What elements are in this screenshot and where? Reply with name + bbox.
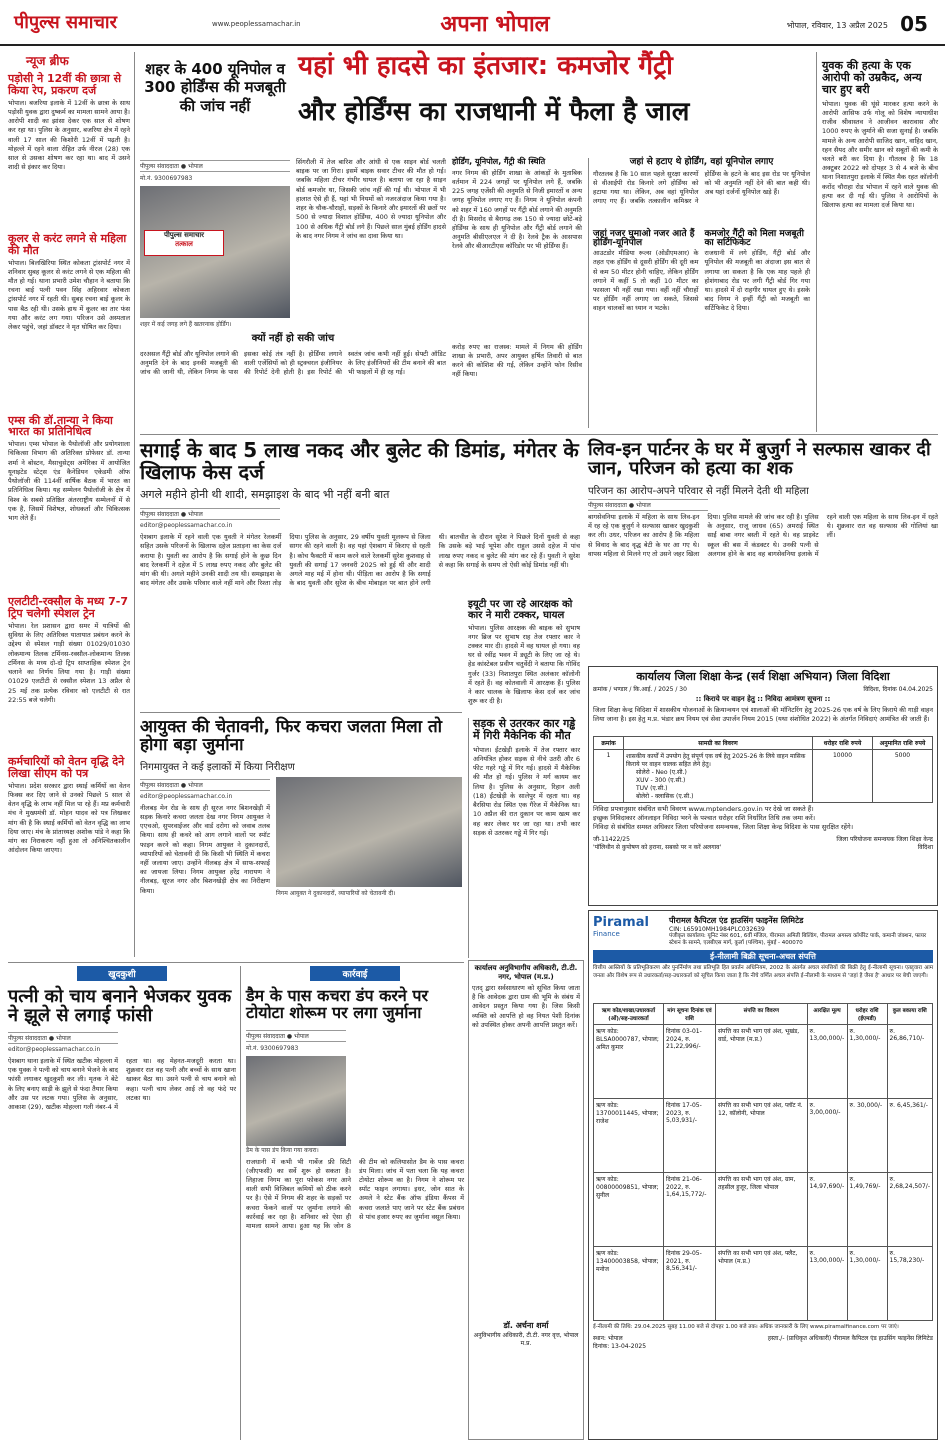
tender-item: सोलेरो - Neo (ए.सी.) [636, 768, 687, 776]
table-row [594, 1025, 933, 1099]
dam-tag: कार्रवाई [310, 966, 400, 981]
tender-col-sn: क्रमांक [594, 736, 624, 749]
column-rule [240, 966, 241, 1440]
sagai-email: editor@peoplessamachar.co.in [140, 522, 233, 530]
news-brief-label: न्यूज ब्रीफ [26, 54, 69, 68]
paper-logo [14, 10, 204, 36]
lead-headline-2: और होर्डिंग्स का राजधानी में फैला है जाल [298, 97, 690, 127]
lead-byline: पीपुल्स संवाददाता ● भोपाल [140, 160, 290, 172]
gauri-subhead-2: जहां नजर घुमाओ नजर आते हैं होर्डिंग-यूनिपोल [593, 228, 695, 249]
paper-name: पीपुल्स समाचार [14, 12, 117, 33]
tender-note: निविदा से संबंधित समस्त अधिकार जिला परियोजना समन्वयक, जिला शिक्षा केन्द्र विदिशा के पास सुरक्षित रहेंगे। [593, 823, 854, 832]
brief-item [8, 415, 130, 591]
piramal-cell: संपत्ति का सभी भाग एवं अंश, ग्राम, तहसील हुजूर, जिला भोपाल [716, 1173, 808, 1247]
piramal-cell: रु. 14,97,690/- [807, 1173, 847, 1247]
sagai-deck: अगले महीने होनी थी शादी, समझाइश के बाद भी नहीं बनी बात [140, 488, 390, 502]
brief-body: भोपाल। एम्स भोपाल के पैथोलॉजी और प्रयोगशाला चिकित्सा विभाग की अतिरिक्त प्रोफेसर डॉ. तान्या शर्मा ने बोस्टन, मैसाचुसेट्स अमेरिका में आयोजित यूनाइटेड स्टेट्स एंड कैनेडियन एकेडमी ऑफ पैथोलॉजी की 114वीं वार्षिक बैठक में भारत का प्रतिनिधित्व किया। यह सम्मेलन पैथोलॉजी के क्षेत्र में विश्व के सबसे प्रतिष्ठित अंतरराष्ट्रीय सम्मेलनों में से एक है, जिसमें विशेषज्ञ, शोधकर्ता और चिकित्सक भाग लेते हैं। [8, 440, 130, 522]
column-rule [816, 52, 817, 432]
dam-story [246, 966, 464, 1440]
suicide-headline: पत्नी को चाय बनाने भेजकर युवक ने झूले से लगाई फांसी [8, 986, 232, 1027]
murder-story [822, 60, 938, 430]
piramal-cell: दिनांक 29-05-2021, रु. 8,56,341/- [664, 1247, 716, 1321]
livein-story [588, 440, 938, 660]
brief-item [8, 756, 130, 912]
brief-headline: कर्मचारियों को वेतन वृद्धि देने लिखा सीएम को पत्र [8, 755, 125, 780]
brief-headline: पड़ोसी ने 12वीं की छात्रा से किया रेप, प्रकरण दर्ज [8, 72, 122, 97]
notice2-head: कार्यालय अनुविभागीय अधिकारी, टी.टी. नगर, भोपाल (म.प्र.) [474, 964, 578, 981]
brief-body: भोपाल। बिलखिरिया स्थित कोकता ट्रांसपोर्ट नगर में शनिवार सुबह कूलर से करंट लगने से एक महिला की मौत हो गई। थाना प्रभारी उमेश चौहान ने बताया कि रचना बाई पत्नी पवन सिंह अहिरवार कोकता ट्रांसपोर्ट नगर में रहती थी। सुबह रचना बाई कूलर के पास बैठ रही थी। उसके हाथ में कूलर का तार फंस गया और करंट लग गया। परिजन उसे अस्पताल लेकर पहुंचे, जहां डॉक्टर ने मृत घोषित कर दिया। [8, 258, 130, 332]
sadak-headline: सड़क से उतरकर कार गड्ढे में गिरी मैकेनिक की मौत [473, 717, 576, 742]
piramal-title: ई-नीलामी बिक्री सूचना-अचल संपत्ति [593, 950, 933, 963]
brief-body: भोपाल। रेल प्रशासन द्वारा समर में यात्रियों की सुविधा के लिए अतिरिक्त यातायात प्रबंधन करने के उद्देश्य से स्पेशल गाड़ी संख्या 01029/01030 लोकमान्य तिलक टर्मिनस-रक्सौल-लोकमान्य तिलक टर्मिनस के मध्य दो-दो ट्रिप साप्ताहिक स्पेशल ट्रेन चलाने का निर्णय लिया गया है। गाड़ी संख्या 01029 एलटीटी से रक्सौल स्पेशल 13 अप्रैल से 25 मई तक प्रत्येक रविवार को एलटीटी से रात 22:55 बजे चलेगी। [8, 622, 130, 704]
piramal-brand-sub: Finance [593, 930, 620, 938]
piramal-intro: वित्तीय आस्तियों के प्रतिभूतिकरण और पुनर्निर्माण तथा प्रतिभूति हित प्रवर्तन अधिनियम, 2002 के अंतर्गत अचल संपत्तियों की बिक्री हेतु ई-नीलामी सूचना। एतद्द्वारा आम जनता और विशेष रूप से उधारकर्ता/सह-उधारकर्ता को सूचित किया जाता है कि नीचे वर्णित अचल संपत्ति ई-नीलामी के माध्यम से 'जहां है जैसा है' आधार पर बेची जाएगी। [593, 965, 933, 980]
tender-table [593, 736, 933, 803]
table-row [594, 749, 933, 802]
piramal-cell: रु. 6,45,361/- [887, 1099, 932, 1173]
piramal-cell: रु. 13,00,000/- [807, 1025, 847, 1099]
piramal-cell: रु. 1,49,769/- [847, 1173, 887, 1247]
notice2-signer: डॉ. अर्चना शर्मा [503, 1321, 549, 1330]
piramal-brand: Piramal [593, 915, 649, 930]
tender-item: TUV (ए.सी.) [636, 784, 668, 792]
lead-col3-note: करोड़ रुपए का राजस्व: मामले में निगम की होर्डिंग शाखा के प्रभारी, अपर आयुक्त हर्षित तिवारी से बात करने की कोशिश की गई, लेकिन उन्होंने फोन रिसीव नहीं किया। [452, 342, 582, 379]
piramal-logo [593, 915, 663, 947]
lead-col3 [452, 158, 582, 428]
lead-subhead: क्यों नहीं हो सकी जांच [251, 333, 335, 344]
brief-item [8, 596, 130, 750]
brief-headline: एलटीटी-रक्सौल के मध्य 7-7 ट्रिप चलेगी स्पेशल ट्रेन [8, 595, 128, 621]
website: www.peoplessamachar.in [212, 20, 301, 28]
piramal-cell: रु. 26,86,710/- [887, 1025, 932, 1099]
tender-deposit: 10000 [813, 749, 873, 802]
gauri-headline: जहां से हटाए थे होर्डिंग, वहां यूनिपोल लगाए [629, 157, 774, 167]
livein-deck: परिजन का आरोप-अपने परिवार से नहीं मिलने देती थी महिला [588, 485, 809, 497]
notice2-body: एतद् द्वारा सर्वसाधारण को सूचित किया जाता है कि आवेदक द्वारा ग्राम की भूमि के संबंध में आवेदन प्रस्तुत किया गया है। जिस किसी व्यक्ति को आपत्ति हो वह नियत पेशी दिनांक को उपस्थित होकर अपनी आपत्ति प्रस्तुत करें। [472, 984, 580, 1029]
gauri-body-2: आउटडोर मीडिया रूल्स (ओडीएमआर) के तहत एक होर्डिंग से दूसरी होर्डिंग की दूरी कम से कम 50 मीटर होनी चाहिए, लेकिन होर्डिंग लगाने में कहीं 5 तो कहीं 10 मीटर का फासला भी नहीं रखा गया। वहीं नहीं चौराहों पर होर्डिंग नहीं लगाए जा सकते, जिससे वाहन चालकों का ध्यान न भटके। [593, 249, 699, 313]
ayukt-byline: पीपुल्स संवाददाता ● भोपाल [140, 779, 270, 791]
ayukt-photo [276, 777, 462, 887]
column-rule [134, 52, 135, 957]
brief-headline: एम्स की डॉ.तान्या ने किया भारत का प्रतिनिधित्व [8, 413, 113, 439]
table-row [594, 1173, 933, 1247]
sagai-headline: सगाई के बाद 5 लाख नकद और बुलेट की डिमांड, मंगेतर के खिलाफ केस दर्ज [140, 438, 579, 484]
suicide-byline: पीपुल्स संवाददाता ● भोपाल [8, 1032, 118, 1044]
lead-body-2: दरअसल गैंट्री बोर्ड और यूनिपोल लगाने की अनुमति देने के बाद इनकी मजबूती की जांच की जानी थी, लेकिन निगम के पास इसका कोई तंत्र नहीं है। होर्डिंग्स लगाने वाली एजेंसियों को ही स्ट्रक्चरल इंजीनियर की रिपोर्ट देनी होती है। इस रिपोर्ट की स्वतंत्र जांच कभी नहीं हुई। सेफ्टी ऑडिट के लिए इंजीनियरों की टीम बनाने की बात भी फाइलों में ही रह गई। [140, 350, 446, 377]
section-rule [140, 434, 938, 435]
masthead [0, 0, 945, 46]
gauri-subhead-3: कमजोर गैंट्री को मिला मजबूती का सर्टिफिकेट [704, 228, 805, 249]
tender-footer-code: जी-11422/25 [593, 835, 630, 843]
accident-story [462, 440, 582, 590]
tender-note: निविदा प्रपत्रानुसार संबंधित सभी विवरण www.mptenders.gov.in पर देखे जा सकते हैं। [593, 804, 814, 813]
ayukt-headline: आयुक्त की चेतावनी, फिर कचरा जलता मिला तो होगा बड़ा जुर्माना [140, 717, 443, 756]
notice2-signer-role: अनुविभागीय अधिकारी, टी.टी. नगर वृत्त, भोपाल म.प्र. [473, 1332, 579, 1347]
piramal-cell: ऋण कोड: BLSA0000787, भोपाल; अमित कुमार [594, 1025, 664, 1099]
piramal-col: संपत्ति का विवरण [716, 1004, 808, 1025]
tender-date: विदिशा, दिनांक 04.04.2025 [863, 685, 933, 693]
livein-headline: लिव-इन पार्टनर के घर में बुजुर्ग ने सल्फास खाकर दी जान, परिजन को हत्या का शक [588, 439, 931, 480]
table-row [594, 1247, 933, 1321]
tender-notice [588, 666, 938, 906]
tender-desc-cell [624, 749, 813, 802]
suicide-tag: खुदकुशी [77, 966, 167, 981]
sagai-byline: पीपुल्स संवाददाता ● भोपाल [140, 508, 280, 520]
tender-footer-note: 'पॉलिथीन से कुपोषण को हराना, सबको पर न करें अलगाव' [593, 843, 722, 851]
lead-kicker: शहर के 400 यूनिपोल व 300 होर्डिंग्स की मजबूती की जांच नहीं [144, 60, 286, 115]
dam-mobile: मो.नं. 9300697983 [246, 1044, 299, 1052]
murder-headline: युवक की हत्या के एक आरोपी को उम्रकैद, अन्य चार हुए बरी [822, 59, 922, 96]
piramal-place: स्थान: भोपाल [593, 1335, 623, 1343]
suicide-email: editor@peoplessamachar.co.in [8, 1045, 101, 1053]
suicide-body: ऐशबाग थाना इलाके में स्थित खटीक मोहल्ला में एक युवक ने पत्नी को चाय बनाने भेजने के बाद फांसी लगाकर खुदकुशी कर ली। मृतक ने बेटे के लिए बनाए साड़ी के झूले से फंदा तैयार किया और उस पर लटक गया। पुलिस के अनुसार, आकाश (29), खटीक मोहल्ला गली नंबर-4 में रहता था। वह मेहनत-मजदूरी करता था। शुक्रवार रात वह पत्नी और बच्चों के साथ खाना खाकर बैठा था। उसने पत्नी से चाय बनाने को कहा। पत्नी चाय लेकर आई तो वह फंदे पर लटका था। [8, 1056, 236, 1111]
constable-body: भोपाल। पुलिस आरक्षक की बाइक को सुभाष नगर ब्रिज पर सुभाष राह तेज रफ्तार कार ने टक्कर मार दी। हादसे में वह घायल हो गया। वह घर से रवींद्र भवन में ड्यूटी के लिए जा रहे थे। हेड कांस्टेबल प्रवीण चतुर्वेदी ने बताया कि गोविंद गुर्जर (33) निशातपुरा स्थित अलंकार कॉलोनी में रहते हैं। वह कोतवाली में आरक्षक हैं। पुलिस ने कार चालक के खिलाफ केस दर्ज कर जांच शुरू कर दी है। [468, 623, 580, 706]
page-number: 05 [900, 12, 928, 36]
constable-headline: इयूटी पर जा रहे आरक्षक को कार ने मारी टक्कर, घायल [468, 599, 573, 621]
dam-body-head [352, 1028, 464, 1148]
piramal-col: आरक्षित मूल्य [807, 1004, 847, 1025]
piramal-cell: ऋण कोड: 13700011445, भोपाल; राजेश [594, 1099, 664, 1173]
ayukt-body: नीलबड़ मेन रोड के साथ ही सूरज नगर बिशनखेड़ी में सड़क किनारे कचरा जलता देख नगर निगम आयुक्त ने एएचओ, सुपरवाईजर और वार्ड दरोगा को जवाब तलब किया। साथ ही कचरे को आग लगाने वालों पर स्पॉट फाइन करने को कहा। निगम आयुक्त ने दुकानदारों, व्यापारियों को चेतावनी दी कि किसी भी स्थिति में कचरा नहीं जलाया जाए। उन्होंने नीलबड़ क्षेत्र में साफ-सफाई का जायजा लिया। निगम आयुक्त हरेंद्र नारायण ने नीलबड़, सूरज नगर और बिशनखेड़ी क्षेत्र का निरीक्षण किया। [140, 803, 270, 895]
brief-item [8, 73, 130, 227]
piramal-cell: दिनांक 03-01-2024, रु. 21,22,996/- [664, 1025, 716, 1099]
photo-stamp-tag: तत्काल [175, 240, 193, 248]
lead-headline-1: यहां भी हादसे का इंतजार: कमजोर गैंट्री [298, 51, 673, 81]
section-title: अपना भोपाल [440, 12, 550, 37]
section-rule [140, 712, 462, 713]
suicide-story [8, 966, 236, 1440]
tender-item: XUV - 300 (ए.सी.) [636, 776, 686, 784]
piramal-cell: रु. 1,30,000/- [847, 1247, 887, 1321]
brief-headline: कूलर से करंट लगने से महिला की मौत [8, 231, 127, 257]
piramal-company: पीरामल कैपिटल एंड हाउसिंग फाइनेंस लिमिटेड [669, 916, 804, 925]
piramal-cell: रु. 15,78,230/- [887, 1247, 932, 1321]
gauri-body: गौरतलब है कि 10 साल पहले सुरक्षा कारणों से वीआईपी रोड किनारे लगे होर्डिंग्स को हटाया गया था। लेकिन, अब वहां यूनिपोल लगाए गए हैं। जबकि तत्कालीन कमिश्नर ने होर्डिंग्स के हटने के बाद इस रोड पर यूनिपोल को भी अनुमति नहीं देने की बात कही थी। अब यहां दर्जनों यूनिपोल खड़े हैं। [593, 169, 810, 206]
dam-byline: पीपुल्स संवाददाता ● भोपाल [246, 1030, 346, 1042]
lead-byline-block [140, 158, 290, 184]
news-brief-column [8, 52, 130, 957]
lead-photo-caption: शहर में कई जगह लगे हैं खतरनाक होर्डिंग। [140, 321, 232, 328]
piramal-col: कुल बकाया राशि [887, 1004, 932, 1025]
piramal-cell: रु. 3,00,000/- [807, 1099, 847, 1173]
lead-col3-body: नगर निगम की होर्डिंग शाखा के आंकड़ों के मुताबिक वर्तमान में 224 जगहों पर यूनिपोल लगे हैं, जबकि 225 जगह एजेंसी की अनुमति से निजी इमारतों व अन्य जगह यूनिपोल लगाए गए हैं। निगम ने यूनिपोल कंपनी को शहर में 160 जगहों पर गैंट्री बोर्ड लगाने की अनुमति दी है। मिसरोद से बैरागढ़ तक 150 से ज्यादा छोटे-बड़े होर्डिंग्स के साथ ही यूनिपोल और गैंट्री बोर्ड लगाने की अनुमति बीसीएलएल ने दी है। रेलवे ट्रैक के आसपास रेलवे और बीआरटीएस कॉरिडोर पर भी होर्डिंग्स हैं। [452, 168, 582, 251]
legal-notice-block [468, 910, 584, 958]
livein-body: बागसेवनिया इलाके में महिला के साथ लिव-इन में रह रहे एक बुजुर्ग ने सल्फास खाकर खुदकुशी कर ली। उधर, परिजन का आरोप है कि महिला से विवाद के बाद वृद्ध बेटी के घर आ गए थे। वापस महिला से मिलने गए तो उसने जहर खिला दिया। पुलिस मामले की जांच कर रही है। पुलिस के अनुसार, राजू जाधव (65) अमराई स्थित साईं बाबा नगर बस्ती में रहते थे। वह प्राइवेट स्कूल की बस में कंडक्टर थे। उनकी पत्नी से अलगाव होने के बाद वह बागसेवनिया इलाके में रहने वाली एक महिला के साथ लिव-इन में रहते थे। शुक्रवार रात वह सल्फास की गोलियां खा लीं। [588, 512, 938, 558]
constable-story [468, 600, 580, 710]
tender-desc: शासकीय कार्यों में उपयोग हेतु संपूर्ण एक वर्ष हेतु 2025-26 के लिये वाहन मासिक किराये पर वाहन चालक सहित लेने हेतु। [626, 752, 806, 768]
brief-body: भोपाल। प्रदेश सरकार द्वारा स्थाई कर्मियों का वेतन फिक्स कर दिए जाने से उनको पिछले 5 साल से वेतन वृद्धि के लाभ नहीं मिल पा रहे हैं। मप्र कर्मचारी मंच ने मुख्यमंत्री डॉ. मोहन यादव को पत्र लिखकर मांग की है कि स्थाई कर्मियों को वेतन वृद्धि का लाभ दिया जाए। मंच के प्रांताध्यक्ष अशोक पांडे ने कहा कि मांग का निराकरण नहीं हुआ तो अनिश्चितकालीन आंदोलन किया जाएगा। [8, 781, 130, 855]
ayukt-photo-caption: निगम आयुक्त ने दुकानदारों, व्यापारियों को चेतावनी दी। [276, 889, 396, 897]
piramal-table [593, 1003, 933, 1321]
piramal-cell: संपत्ति का सभी भाग एवं अंश, प्लॉट नं. 12, कॉलोनी, भोपाल [716, 1099, 808, 1173]
tender-col-desc: सामग्री का विवरण [624, 736, 813, 749]
tender-amount: 5000 [873, 749, 933, 802]
ayukt-email: editor@peoplessamachar.co.in [140, 792, 233, 800]
tender-subject: :: किराये पर वाहन हेतु :: निविदा आमंत्रण सूचना :: [695, 694, 831, 703]
piramal-notice [588, 910, 938, 1440]
sadak-body: भोपाल। ईंटखेड़ी इलाके में तेज रफ्तार कार अनियंत्रित होकर सड़क से नीचे उतरी और 6 फीट गहरे गड्ढे में गिर गई। हादसे में मैकेनिक की मौत हो गई। पुलिस ने मर्ग कायम कर लिया है। पुलिस के अनुसार, रिहान अली (18) ईंटखेड़ी के सालेपुर में रहता था। वह बैरसिया रोड स्थित एक गैरेज में मैकेनिक था। 10 अप्रैल की रात दुकान पर काम खत्म कर वह कार लेकर घर जा रहा था। तभी कार सड़क से उतरकर गड्ढे में गिर गई। [473, 745, 580, 837]
piramal-cell: संपत्ति का सभी भाग एवं अंश, फ्लैट, भोपाल (म.प्र.) [716, 1247, 808, 1321]
piramal-col: मांग सूचना दिनांक एवं राशि [664, 1004, 716, 1025]
brief-body: भोपाल। बजरिया इलाके में 12वीं के छात्रा के साथ पड़ोसी युवक द्वारा दुष्कर्म का मामला सामने आया है। आरोपी शादी का झांसा देकर एक साल से शोषण कर रहा था। पुलिस के अनुसार, बजरिया क्षेत्र में रहने वाली 17 साल की किशोरी 12वीं में पढ़ती है। मोहल्ले में रहने वाला रोहित उर्फ नीरज (28) एक साल से उसका शोषण कर रहा था। बाद में उसने शादी से इंकार कर दिया। [8, 98, 130, 172]
gauri-body-3: राजधानी में लगे होर्डिंग, गैंट्री बोर्ड और यूनिपोल की मजबूती का अंदाजा इस बात से लगाया जा सकता है कि एक माह पहले ही होशंगाबाद रोड पर लगी गैंट्री बोर्ड गिर गया था। हादसे में दो राहगीर घायल हुए थे। इसके बाद निगम ने इन्हीं गैंट्री को मजबूती का सर्टिफिकेट दे दिया। [704, 249, 810, 313]
tender-sn: 1 [594, 749, 624, 802]
piramal-cell: ऋण कोड: 00800009851, भोपाल; सुनील [594, 1173, 664, 1247]
piramal-col: धरोहर राशि (ईएमडी) [847, 1004, 887, 1025]
piramal-address: पंजीकृत कार्यालय: यूनिट नंबर 601, 6वीं मंजिल, पीरामल अमिती बिल्डिंग, पीरामल अगस्त्य कॉर्पोरेट पार्क, कमानी जंक्शन, फायर स्टेशन के सामने, एलबीएस मार्ग, कुर्ला (पश्चिम), मुंबई - 400070 [669, 933, 927, 947]
lead-photo [140, 186, 290, 318]
piramal-cell: दिनांक 21-06-2022, रु. 1,64,15,772/- [664, 1173, 716, 1247]
lead-mobile: मो.नं. 9300697983 [140, 175, 193, 182]
murder-body: भोपाल। युवक की घूंसे मारकर हत्या करने के आरोपी आसिफ उर्फ गोलू को विशेष न्यायाधीश राजीव श्रीवास्तव ने आजीवन कारावास और 1000 रुपए के जुर्माने की सजा सुनाई है। जबकि मामले के अन्य आरोपी साजिद खान, वाहिद खान, रहन सैयद और समीर खान को सबूतों की कमी के चलते बरी कर दिया है। गौतलब है कि 18 अक्टूबर 2022 को दोपहर 3 से 4 बजे के बीच थाना निशातपुरा इलाके में स्थित मैक रहत कॉलोनी करोंद चौराहा रोड भोपाल में रहने वाले युवक की हत्या कर दी गई थी। पुलिस ने आरोपियों के खिलाफ हत्या का मामला दर्ज किया था। [822, 99, 938, 210]
tender-col-deposit: धरोहर राशि रुपये [813, 736, 873, 749]
dam-photo [246, 1056, 346, 1146]
ayukt-deck: निगमायुक्त ने कई इलाकों में किया निरीक्षण [140, 761, 295, 773]
piramal-signer: हस्ता./- (प्राधिकृत अधिकारी) पीरामल कैपिटल एंड हाउसिंग फाइनेंस लिमिटेड [767, 1335, 933, 1343]
tender-item: बोलेरो - क्लासिक (ए.सी.) [636, 792, 694, 800]
dam-headline: डैम के पास कचरा डंप करने पर टोयोटा शोरूम पर लगा जुर्माना [246, 986, 429, 1023]
livein-byline: पीपुल्स संवाददाता ● भोपाल [588, 499, 708, 511]
piramal-col: ऋण कोड/शाखा/उधारकर्ता (ओं)/सह-उधारकर्ता [594, 1004, 664, 1025]
lead-body-1-col: सिंगरौली में तेज बारिश और आंधी से एक साइन बोर्ड चलती बाइक पर जा गिरा। इसमें बाइक सवार टीचर की मौत हो गई। जबकि महिला टीचर गंभीर घायल है। बताया जा रहा है साइन बोर्ड कमजोर था, जिसकी जांच नहीं की गई थी। भोपाल में भी हालात ऐसे ही हैं, यहां भी नियमों को नजरअंदाज किया गया है। शहर के चौक-चौराहों, सड़कों के किनारे और इमारतों की छतों पर 500 से ज्यादा विशाल होर्डिंग्स, 400 से ज्यादा यूनिपोल और 100 से अधिक गैंट्री बोर्ड लगे हैं। पिछले साल मुंबई होर्डिंग हादसे के बाद नगर निगम ने जांच का दावा किया था। [296, 158, 446, 240]
photo-stamp [144, 230, 224, 256]
tender-signer: जिला परियोजना समन्वयक जिला शिक्षा केन्द्र विदिशा [836, 835, 933, 851]
section-rule [8, 962, 464, 963]
piramal-date: दिनांक: 13-04-2025 [593, 1343, 647, 1351]
brief-item [8, 233, 130, 409]
piramal-cin: CIN: L65910MH1984PLC032639 [669, 926, 765, 933]
tender-note: इच्छुक निविदाकार ऑनलाइन निविदा भरने के पश्चात धरोहर राशि निर्धारित तिथि तक जमा करें। [593, 814, 816, 823]
tender-col-amount: अनुमानित राशि रुपये [873, 736, 933, 749]
dam-body: राजधानी में कभी भी गार्बेज फ्री सिटी (जीएफसी) का सर्वे शुरू हो सकता है। लिहाजा निगम का पूरा फोकस नगर आने वाली सभी विजिबल कमियों को ठीक करने पर है। ऐसे में निगम की शहर के सड़कों पर कचरा फेंकने वालों पर जुर्माना लगाने की कार्रवाई कर रहा है। शनिवार को ऐसा ही मामला सामने आया। हुआ यह कि जोन 8 की टीम को कलियासोत डैम के पास कचरा डंप मिला। जांच में पता चला कि यह कचरा टोयोटा शोरूम का है। निगम ने शोरूम पर स्पॉट फाइन लगाया। इधर, जोन सात के अमले ने स्टेट बैंक ऑफ इंडिया कैंपस में कचरा जलाते पाए जाने पर स्टेट बैंक प्रबंधन से पांच हजार रुपए का जुर्माना वसूल किया। [246, 1157, 464, 1231]
piramal-cell: रु. 1,30,000/- [847, 1025, 887, 1099]
piramal-footer: ई-नीलामी की तिथि: 29.04.2025 सुबह 11.00 बजे से दोपहर 1.00 बजे तक। अधिक जानकारी के लिए www.piramalfinance.com पर जाएं। [593, 1324, 899, 1331]
tender-title: कार्यालय जिला शिक्षा केन्द्र (सर्व शिक्षा अभियान) जिला विदिशा [636, 670, 890, 683]
dam-photo-caption: डैम के पास डंप किया गया कचरा। [246, 1146, 319, 1154]
tender-ref: क्रमांक / भण्डार / कि.आई. / 2025 / 30 [593, 685, 687, 693]
piramal-cell: रु. 30,000/- [847, 1099, 887, 1173]
lead-col3-head: होर्डिंग, यूनिपोल, गैंट्री की स्थिति [452, 157, 546, 166]
ayukt-story [140, 718, 462, 958]
piramal-cell: रु. 2,68,24,507/- [887, 1173, 932, 1247]
table-row [594, 1099, 933, 1173]
sagai-body: ऐशबाग इलाके में रहने वाली एक युवती ने मंगेतर रेलकर्मी सहित उसके परिजनों के खिलाफ दहेज प्रताड़ना का केस दर्ज कराया है। युवती का आरोप है कि सगाई होने के कुछ दिन बाद रेलकर्मी ने दहेज में 5 लाख रुपए नकद और बुलेट की मांग की थी। अगले महीने उनकी शादी तय थी। समझाइश के बाद मंगेतर और उसके परिवार वाले नहीं माने और रिश्ता तोड़ दिया। पुलिस के अनुसार, 29 वर्षीय युवती मूलरूप से जिला सागर की रहने वाली है। वह यहां ऐशबाग में किराए से रहती है। कोच फैक्टरी में काम करने वाले रेलकर्मी सुरेश कुशवाह से युवती की सगाई 17 जनवरी 2025 को हुई थी और शादी अगले माह मई में होना थी। पीड़िता का आरोप है कि सगाई के बाद युवती और सुरेश के बीच मोबाइल पर बात होने लगी थी। बातचीत के दौरान सुरेश ने पिछले दिनों युवती से कहा कि उसके बड़े भाई भूपेश और राहुल उससे दहेज में पांच लाख रुपए नकद व बुलेट की मांग कर रहे हैं। युवती ने सुरेश से कहा कि सगाई के समय तो ऐसी कोई डिमांड नहीं थी। [140, 533, 580, 588]
piramal-cell: संपत्ति का सभी भाग एवं अंश, भूखंड, वार्ड, भोपाल (म.प्र.) [716, 1025, 808, 1099]
date-line: भोपाल, रविवार, 13 अप्रैल 2025 [786, 21, 888, 30]
piramal-cell: ऋण कोड: 13400003858, भोपाल; मनोज [594, 1247, 664, 1321]
piramal-cell: रु. 13,00,000/- [807, 1247, 847, 1321]
piramal-cell: दिनांक 17-05-2023, रु. 5,03,931/- [664, 1099, 716, 1173]
gauri-box [588, 158, 810, 428]
notice-column [468, 960, 584, 1440]
tender-intro: जिला शिक्षा केन्द्र विदिशा में शासकीय योजनाओं के क्रियान्वयन एवं शालाओं की मॉनिटरिंग हेतु 2025-26 एक वर्ष के लिए किराये की गाड़ी वाहन लिया जाना है। इस हेतु म.प्र. भंडार क्रय नियम एवं सेवा उपार्जन नियम 2015 (यथा संशोधित 2022) के अंतर्गत निविदाएं आमंत्रित की जाती हैं। [593, 705, 933, 724]
photo-stamp-name: पीपुल्स समाचार [163, 231, 205, 239]
